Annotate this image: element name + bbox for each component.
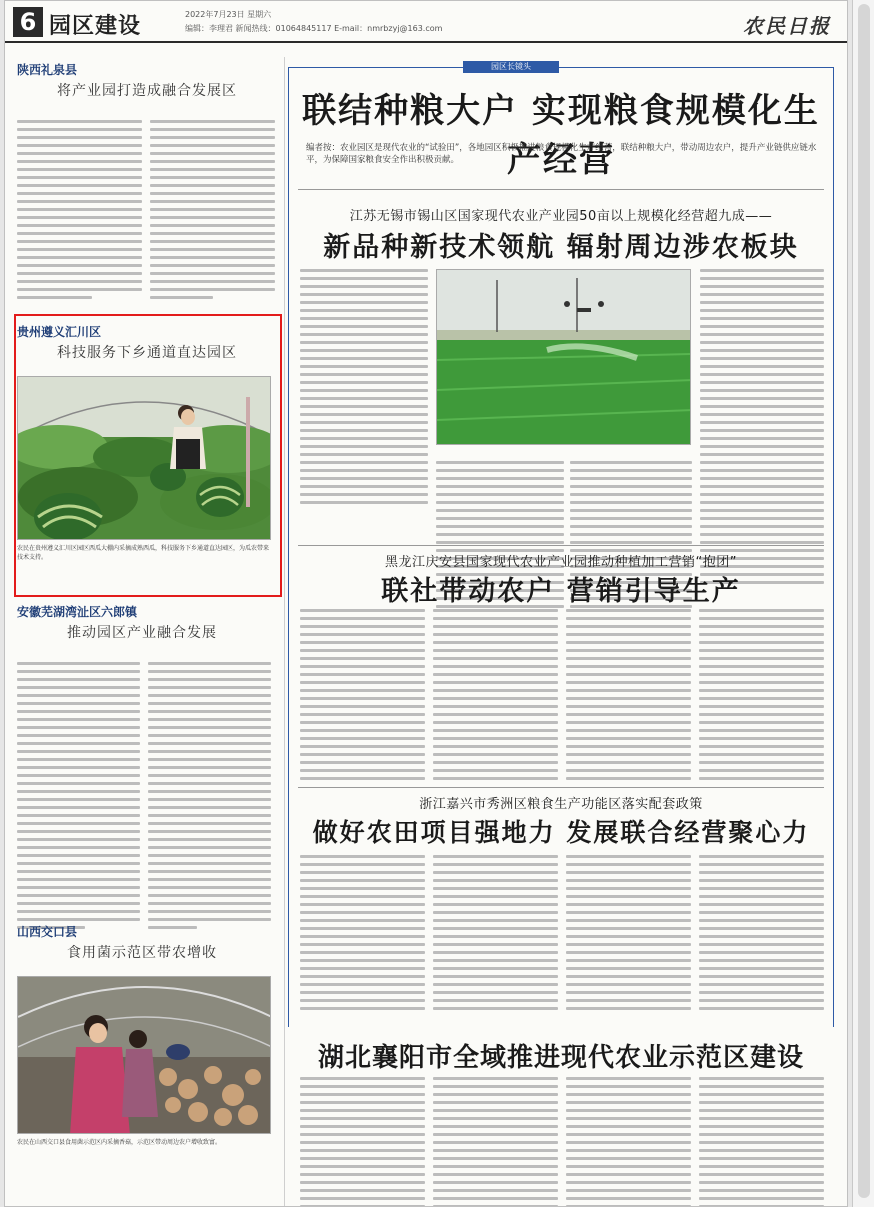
article-kicker: 黑龙江庆安县国家现代农业产业园推动种植加工营销“抱团” [385, 555, 737, 570]
body-text [17, 662, 140, 934]
body-text [433, 609, 558, 785]
photo-caption: 农民在贵州遵义汇川区园区西瓜大棚内采摘成熟西瓜，科技服务下乡通道直达园区，为瓜农带来技术支持。 [17, 545, 270, 561]
left-column [17, 61, 275, 1146]
article-body [300, 1077, 824, 1207]
story-kicker: 贵州遵义汇川区 [17, 325, 102, 339]
story-headline: 科技服务下乡通道直达园区 [57, 345, 237, 361]
body-text [566, 609, 691, 785]
body-text [566, 855, 691, 1015]
body-text [300, 269, 428, 509]
body-text [300, 855, 425, 1015]
article-kicker: 江苏无锡市锡山区国家现代农业产业园50亩以上规模化经营超九成—— [349, 209, 773, 224]
article-headline: 做好农田项目强地力 发展联合经营聚心力 [312, 818, 810, 847]
editor-line: 编辑：李理君 新闻热线：01064845117 E-mail：nmrbzyj@163.com [185, 24, 443, 33]
newspaper-logo: 农民日报 [743, 14, 831, 38]
story-kicker: 安徽芜湖湾沚区六郎镇 [17, 605, 138, 619]
article-kicker: 浙江嘉兴市秀洲区粮食生产功能区落实配套政策 [419, 797, 703, 812]
final-headline: 湖北襄阳市全域推进现代农业示范区建设 [317, 1043, 804, 1073]
article-body [300, 609, 824, 785]
masthead [5, 1, 848, 43]
drone-field-photo [436, 269, 691, 445]
story-kicker: 山西交口县 [17, 925, 78, 939]
body-text [148, 662, 271, 934]
editor-note: 编者按：农业园区是现代农业的“试验田”，各地园区积极推进粮食规模化生产经营，联结种粮大户，带动周边农户，提升产业链供应链水平，为保障国家粮食安全作出积极贡献。 [306, 143, 817, 165]
body-text [699, 609, 824, 785]
feature-tag: 园区长镜头 [463, 61, 559, 73]
page-number: 6 [13, 7, 43, 37]
newspaper-page [4, 0, 848, 1207]
story-liquan [17, 61, 275, 304]
column-rule [284, 57, 285, 1207]
body-text [17, 120, 142, 304]
story-liulang [17, 603, 271, 934]
story-headline: 食用菌示范区带农增收 [67, 945, 217, 961]
article-headline: 联社带动农户 营销引导生产 [381, 576, 741, 607]
story-headline: 推动园区产业融合发展 [67, 625, 217, 641]
body-text [150, 120, 275, 304]
body-text [566, 1077, 691, 1207]
section-title: 园区建设 [49, 14, 142, 39]
body-text [699, 855, 824, 1015]
story-jiaokou [17, 923, 271, 1147]
story-headline: 将产业园打造成融合发展区 [57, 83, 237, 99]
body-text [300, 1077, 425, 1207]
body-text [433, 855, 558, 1015]
highlight-box [14, 314, 282, 597]
body-text [699, 1077, 824, 1207]
feature-frame [288, 67, 834, 68]
article-headline: 新品种新技术领航 辐射周边涉农板块 [323, 232, 799, 263]
story-kicker: 陕西礼泉县 [17, 63, 78, 77]
scrollbar[interactable] [852, 0, 874, 1207]
body-text [300, 609, 425, 785]
body-text [700, 269, 824, 589]
mushroom-photo [17, 976, 271, 1134]
main-headline: 联结种粮大户 实现粮食规模化生产经营 [302, 91, 820, 180]
scroll-thumb[interactable] [858, 4, 870, 1198]
article-body [300, 855, 824, 1015]
photo-caption: 农民在山西交口县食用菌示范区内采摘香菇，示范区带动周边农户增收致富。 [17, 1139, 222, 1146]
body-text [433, 1077, 558, 1207]
date-line: 2022年7月23日 星期六 [185, 10, 272, 19]
